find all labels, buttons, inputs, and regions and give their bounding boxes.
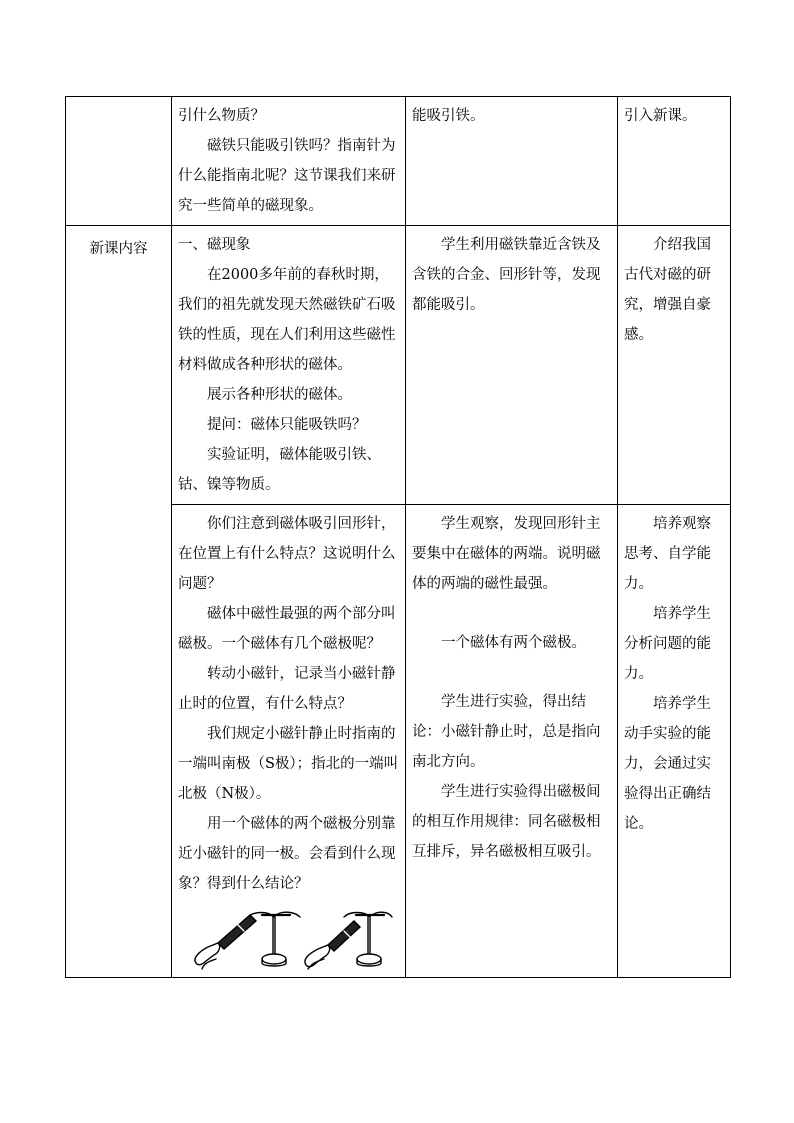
paragraph: 提问：磁体只能吸铁吗？ [207, 417, 367, 433]
magnet-compass-illustration [178, 903, 399, 973]
teacher-content-cell [172, 226, 406, 505]
paragraph: 引什么物质？ [178, 108, 265, 124]
paragraph: 磁体中磁性最强的两个部分叫磁极。一个磁体有几个磁极呢？ [178, 606, 396, 652]
paragraph: 学生观察，发现回形针主要集中在磁体的两端。说明磁体的两端的磁性最强。 [412, 516, 601, 592]
paragraph: 学生利用磁铁靠近含铁及含铁的合金、回形针等，发现都能吸引。 [412, 237, 601, 313]
teacher-content-cell [172, 97, 406, 226]
paragraph: 培养观察思考、自学能力。 [624, 516, 711, 592]
paragraph: 我们规定小磁针静止时指南的一端叫南极（S极）；指北的一端叫北极（N极）。 [178, 726, 399, 802]
design-intent-cell [618, 226, 731, 505]
design-intent-cell [618, 505, 731, 978]
table-row [66, 97, 731, 226]
paragraph: 介绍我国古代对磁的研究，增强自豪感。 [624, 237, 711, 343]
paragraph: 用一个磁体的两个磁极分别靠近小磁针的同一极。会看到什么现象？得到什么结论？ [178, 816, 396, 892]
section-heading: 一、磁现象 [178, 237, 251, 253]
paragraph: 在2000多年前的春秋时期，我们的祖先就发现天然磁铁矿石吸铁的性质，现在人们利用这些磁性材料做成各种形状的磁体。 [178, 267, 396, 373]
design-intent-cell [618, 97, 731, 226]
paragraph: 培养学生动手实验的能力，会通过实验得出正确结论。 [624, 696, 711, 832]
stage-label: 新课内容 [66, 226, 172, 978]
lesson-plan-table [65, 96, 731, 978]
student-activity-cell [406, 226, 618, 505]
stage-cell [66, 97, 172, 226]
student-activity-cell [406, 505, 618, 978]
paragraph: 实验证明，磁体能吸引铁、钴、镍等物质。 [178, 447, 381, 493]
paragraph: 展示各种形状的磁体。 [207, 387, 352, 403]
paragraph: 学生进行实验得出磁极间的相互作用规律：同名磁极相互排斥，异名磁极相互吸引。 [412, 784, 601, 860]
student-activity-cell [406, 97, 618, 226]
paragraph: 引入新课。 [624, 108, 697, 124]
paragraph: 磁铁只能吸引铁吗？指南针为什么能指南北呢？这节课我们来研究一些简单的磁现象。 [178, 138, 396, 214]
teacher-content-cell [172, 505, 406, 978]
paragraph: 一个磁体有两个磁极。 [441, 635, 586, 651]
paragraph: 你们注意到磁体吸引回形针，在位置上有什么特点？这说明什么问题？ [178, 516, 396, 592]
paragraph: 学生进行实验，得出结论：小磁针静止时，总是指向南北方向。 [412, 694, 601, 770]
paragraph: 能吸引铁。 [412, 108, 485, 124]
paragraph: 转动小磁针，记录当小磁针静止时的位置，有什么特点？ [178, 666, 396, 712]
paragraph: 培养学生分析问题的能力。 [624, 606, 711, 682]
magnet-needle-experiment-icon [178, 903, 398, 973]
table-row [66, 226, 731, 505]
